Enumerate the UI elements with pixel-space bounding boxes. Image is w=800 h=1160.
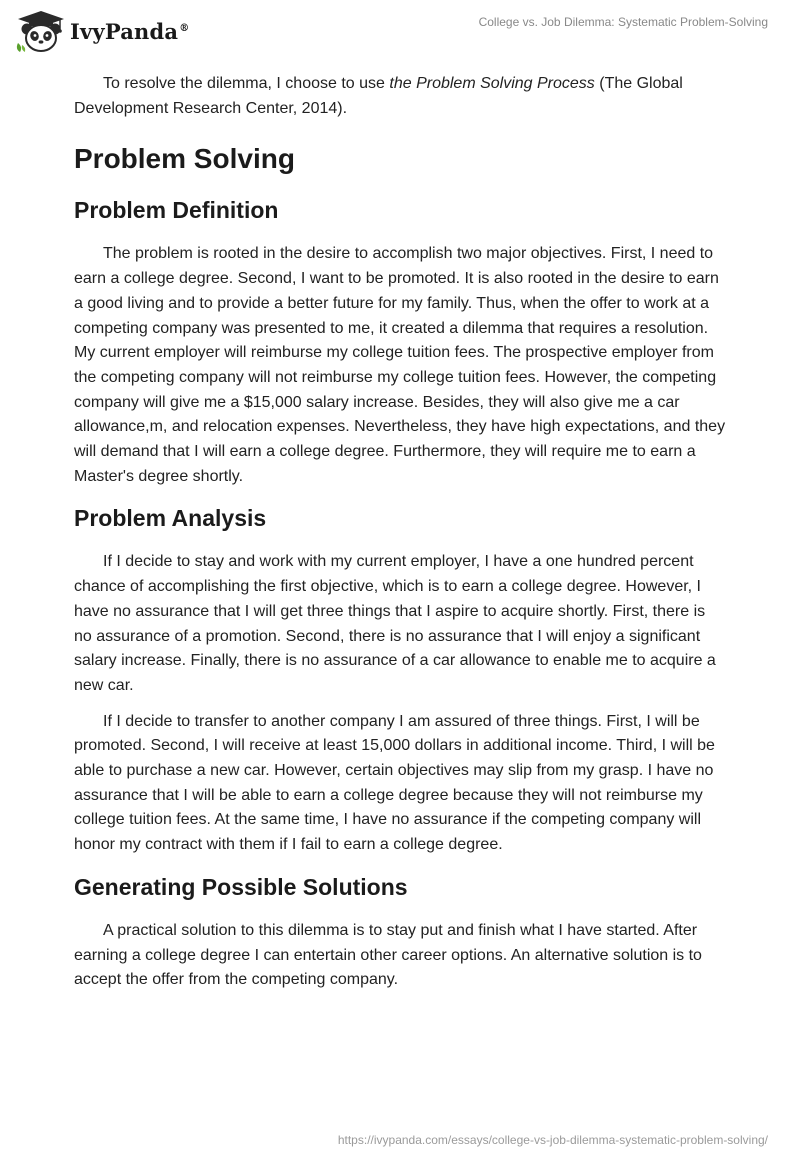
heading-problem-definition: Problem Definition	[74, 197, 279, 224]
panda-graduate-icon	[14, 9, 68, 53]
analysis-paragraph: If I decide to transfer to another company I am assured of three things. First, I will be promoted. Second, I will receive at least 15,000 dollars in additional income. Third, I will be able to purchase a new car. However, certain objectives may slip from my grasp. I have no assurance that I will be able to earn a college degree because they will not reimburse my college tuition fees. At the same time, I have no assurance if the competing company will honor my contract with them if I fail to earn a college degree.	[74, 712, 715, 854]
brand-name: IvyPanda®	[70, 18, 190, 44]
page-header	[0, 0, 800, 60]
definition-paragraph: The problem is rooted in the desire to accomplish two major objectives. First, I need to earn a college degree. Second, I want to be promoted. It is also rooted in the desire to earn a good living and to provide a better future for my family. Thus, when the offer to work at a competing company was presented to me, it created a dilemma that requires a resolution. My current employer will reimburse my college tuition fees. The prospective employer from the competing company will not reimburse my college tuition fees. However, the competing company will give me a $15,000 salary increase. Besides, they will also give me a car allowance,m, and relocation expenses. Nevertheless, they have high expectations, and they will demand that I will earn a college degree. Furthermore, they will require me to earn a Master's degree shortly.	[74, 245, 726, 485]
heading-problem-solving: Problem Solving	[74, 143, 295, 175]
heading-generating-solutions: Generating Possible Solutions	[74, 873, 408, 900]
document-title: College vs. Job Dilemma: Systematic Problem-Solving	[478, 15, 768, 29]
essay-body	[74, 72, 726, 993]
registered-mark: ®	[179, 22, 190, 34]
analysis-paragraph: If I decide to stay and work with my current employer, I have a one hundred percent chance of accomplishing the first objective, which is to earn a college degree. However, I have no assurance that I will get three things that I aspire to acquire shortly. First, there is no assurance of a promotion. Second, there is no assurance that I will enjoy a significant salary increase. Finally, there is no assurance of a car allowance to enable me to acquire a new car.	[74, 553, 716, 694]
source-url[interactable]: https://ivypanda.com/essays/college-vs-job-dilemma-systematic-problem-solving/	[337, 1133, 768, 1147]
intro-italic: the Problem Solving Process	[389, 75, 595, 92]
intro-paragraph: To resolve the dilemma, I choose to use the Problem Solving Process (The Global Development Research Center, 2014).	[74, 75, 683, 117]
brand-logo[interactable]	[14, 9, 189, 53]
heading-problem-analysis: Problem Analysis	[74, 505, 267, 532]
solutions-paragraph: A practical solution to this dilemma is to stay put and finish what I have started. After earning a college degree I can entertain other career options. An alternative solution is to accept the offer from the competing company.	[74, 921, 702, 989]
